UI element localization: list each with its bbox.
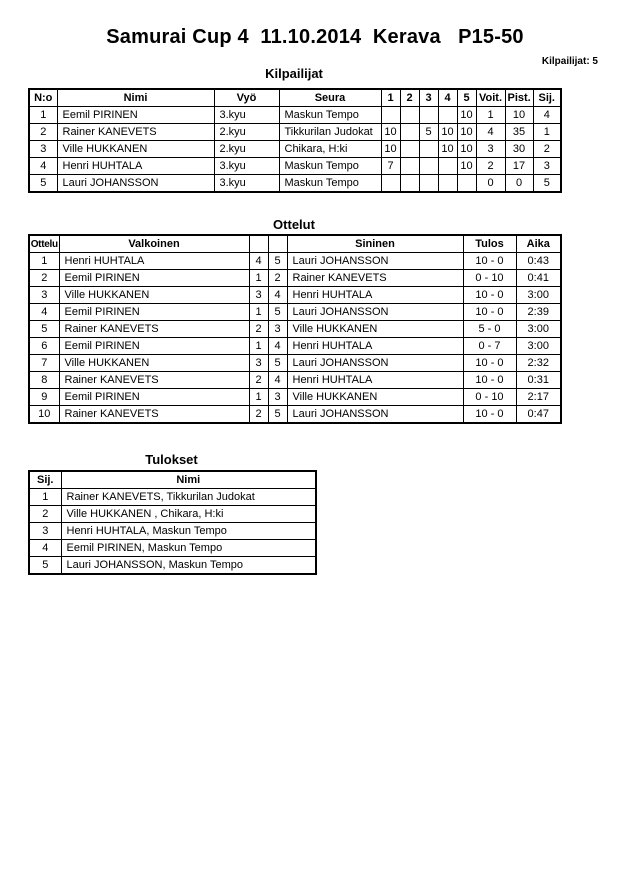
kilpailijat-row [29,141,561,158]
header-tulos: Tulos [463,235,516,253]
cell-white-no: 3 [249,287,268,304]
cell-name: Eemil PIRINEN, Maskun Tempo [61,540,316,557]
cell-match-no: 1 [29,253,59,270]
cell-white-name: Rainer KANEVETS [59,406,249,424]
cell-score-1: 10 [381,124,400,141]
cell-result: 10 - 0 [463,287,516,304]
header-aika: Aika [516,235,561,253]
header-opp-5: 5 [457,89,476,107]
cell-score-5: 10 [457,124,476,141]
cell-place: 5 [29,557,61,575]
cell-white-name: Henri HUHTALA [59,253,249,270]
cell-vyo: 3.kyu [214,158,279,175]
cell-white-no: 1 [249,389,268,406]
header-sij: Sij. [533,89,561,107]
ottelut-row [29,321,561,338]
cell-white-no: 1 [249,270,268,287]
header-opp-4: 4 [438,89,457,107]
cell-blue-no: 5 [268,253,287,270]
cell-pist: 30 [505,141,533,158]
cell-score-2 [400,158,419,175]
cell-voit: 4 [476,124,505,141]
cell-sij: 5 [533,175,561,193]
cell-score-5: 10 [457,158,476,175]
cell-white-no: 1 [249,304,268,321]
cell-time: 2:17 [516,389,561,406]
cell-time: 0:31 [516,372,561,389]
cell-nimi: Lauri JOHANSSON [57,175,214,193]
kilpailijat-table [28,88,562,193]
cell-white-no: 1 [249,338,268,355]
cell-score-4: 10 [438,141,457,158]
cell-time: 3:00 [516,321,561,338]
cell-blue-no: 3 [268,389,287,406]
tulokset-row [29,557,316,575]
header-pist: Pist. [505,89,533,107]
cell-place: 1 [29,489,61,506]
cell-blue-name: Lauri JOHANSSON [287,304,463,321]
cell-sij: 4 [533,107,561,124]
cell-time: 3:00 [516,338,561,355]
cell-score-5 [457,175,476,193]
kilpailijat-header-row [29,89,561,107]
header-opp-3: 3 [419,89,438,107]
cell-score-1 [381,107,400,124]
tulokset-row [29,506,316,523]
header-opp-1: 1 [381,89,400,107]
cell-blue-no: 5 [268,355,287,372]
tulokset-row [29,523,316,540]
cell-seura: Maskun Tempo [279,107,381,124]
cell-score-5: 10 [457,107,476,124]
cell-time: 0:41 [516,270,561,287]
cell-place: 3 [29,523,61,540]
cell-blue-name: Henri HUHTALA [287,338,463,355]
cell-blue-no: 4 [268,338,287,355]
cell-pist: 10 [505,107,533,124]
cell-time: 0:47 [516,406,561,424]
cell-result: 5 - 0 [463,321,516,338]
cell-time: 2:39 [516,304,561,321]
cell-name: Lauri JOHANSSON, Maskun Tempo [61,557,316,575]
ottelut-row [29,270,561,287]
cell-score-2 [400,141,419,158]
cell-no: 4 [29,158,57,175]
cell-score-4: 10 [438,124,457,141]
cell-result: 10 - 0 [463,406,516,424]
cell-seura: Maskun Tempo [279,175,381,193]
header-sininen: Sininen [287,235,463,253]
cell-result: 10 - 0 [463,304,516,321]
header-valkoinen: Valkoinen [59,235,249,253]
tulokset-table [28,470,317,575]
cell-blue-no: 4 [268,287,287,304]
cell-name: Ville HUKKANEN , Chikara, H:ki [61,506,316,523]
cell-pist: 35 [505,124,533,141]
cell-pist: 17 [505,158,533,175]
cell-blue-no: 4 [268,372,287,389]
ottelut-row [29,304,561,321]
cell-score-1: 7 [381,158,400,175]
cell-seura: Chikara, H:ki [279,141,381,158]
cell-vyo: 2.kyu [214,124,279,141]
cell-voit: 1 [476,107,505,124]
cell-score-3 [419,158,438,175]
cell-vyo: 3.kyu [214,175,279,193]
header-ottelu: Ottelu [29,235,59,253]
cell-nimi: Ville HUKKANEN [57,141,214,158]
cell-result: 10 - 0 [463,355,516,372]
cell-voit: 0 [476,175,505,193]
cell-vyo: 2.kyu [214,141,279,158]
cell-blue-name: Henri HUHTALA [287,287,463,304]
cell-white-no: 3 [249,355,268,372]
competitors-count: Kilpailijat: 5 [541,56,598,67]
cell-voit: 2 [476,158,505,175]
cell-blue-name: Ville HUKKANEN [287,321,463,338]
cell-time: 3:00 [516,287,561,304]
cell-place: 2 [29,506,61,523]
header-voit: Voit. [476,89,505,107]
cell-no: 3 [29,141,57,158]
ottelut-row [29,389,561,406]
cell-nimi: Henri HUHTALA [57,158,214,175]
cell-blue-name: Ville HUKKANEN [287,389,463,406]
cell-score-3 [419,175,438,193]
cell-match-no: 8 [29,372,59,389]
cell-match-no: 9 [29,389,59,406]
cell-score-4 [438,107,457,124]
header-nimi: Nimi [61,471,316,489]
cell-score-2 [400,124,419,141]
cell-white-name: Ville HUKKANEN [59,287,249,304]
cell-score-4 [438,158,457,175]
kilpailijat-row [29,124,561,141]
cell-blue-name: Lauri JOHANSSON [287,406,463,424]
cell-name: Henri HUHTALA, Maskun Tempo [61,523,316,540]
cell-score-1: 10 [381,141,400,158]
cell-white-no: 2 [249,321,268,338]
cell-time: 2:32 [516,355,561,372]
cell-seura: Maskun Tempo [279,158,381,175]
header-no: N:o [29,89,57,107]
cell-result: 10 - 0 [463,253,516,270]
tulokset-row [29,489,316,506]
cell-result: 0 - 7 [463,338,516,355]
ottelut-row [29,372,561,389]
ottelut-heading: Ottelut [273,217,315,232]
ottelut-row [29,253,561,270]
cell-white-no: 4 [249,253,268,270]
header-sij: Sij. [29,471,61,489]
ottelut-row [29,287,561,304]
kilpailijat-row [29,107,561,124]
cell-match-no: 3 [29,287,59,304]
cell-vyo: 3.kyu [214,107,279,124]
cell-score-1 [381,175,400,193]
kilpailijat-row [29,158,561,175]
cell-no: 5 [29,175,57,193]
cell-sij: 2 [533,141,561,158]
cell-score-3 [419,141,438,158]
tulokset-header-row [29,471,316,489]
cell-match-no: 6 [29,338,59,355]
cell-white-no: 2 [249,406,268,424]
cell-match-no: 5 [29,321,59,338]
cell-score-4 [438,175,457,193]
cell-sij: 3 [533,158,561,175]
cell-result: 10 - 0 [463,372,516,389]
cell-white-name: Rainer KANEVETS [59,321,249,338]
cell-pist: 0 [505,175,533,193]
cell-nimi: Rainer KANEVETS [57,124,214,141]
cell-blue-no: 5 [268,304,287,321]
cell-match-no: 7 [29,355,59,372]
cell-white-name: Eemil PIRINEN [59,389,249,406]
cell-match-no: 2 [29,270,59,287]
cell-score-3 [419,107,438,124]
cell-voit: 3 [476,141,505,158]
header-nimi: Nimi [57,89,214,107]
cell-result: 0 - 10 [463,389,516,406]
header-opp-2: 2 [400,89,419,107]
cell-blue-no: 5 [268,406,287,424]
cell-place: 4 [29,540,61,557]
cell-score-5: 10 [457,141,476,158]
header-white-no [249,235,268,253]
cell-score-2 [400,175,419,193]
cell-match-no: 4 [29,304,59,321]
cell-seura: Tikkurilan Judokat [279,124,381,141]
cell-white-no: 2 [249,372,268,389]
cell-blue-name: Henri HUHTALA [287,372,463,389]
cell-sij: 1 [533,124,561,141]
cell-blue-name: Rainer KANEVETS [287,270,463,287]
ottelut-header-row [29,235,561,253]
cell-no: 1 [29,107,57,124]
cell-blue-name: Lauri JOHANSSON [287,253,463,270]
cell-white-name: Rainer KANEVETS [59,372,249,389]
cell-name: Rainer KANEVETS, Tikkurilan Judokat [61,489,316,506]
kilpailijat-heading: Kilpailijat [265,66,323,81]
cell-match-no: 10 [29,406,59,424]
header-vyo: Vyö [214,89,279,107]
cell-blue-no: 3 [268,321,287,338]
cell-score-3: 5 [419,124,438,141]
ottelut-row [29,338,561,355]
cell-white-name: Eemil PIRINEN [59,338,249,355]
kilpailijat-row [29,175,561,193]
tulokset-heading: Tulokset [145,452,198,467]
cell-score-2 [400,107,419,124]
tulokset-row [29,540,316,557]
cell-white-name: Eemil PIRINEN [59,304,249,321]
ottelut-table [28,234,562,424]
cell-blue-no: 2 [268,270,287,287]
cell-result: 0 - 10 [463,270,516,287]
page-title: Samurai Cup 4 11.10.2014 Kerava P15-50 [106,26,524,48]
ottelut-row [29,406,561,424]
header-seura: Seura [279,89,381,107]
cell-no: 2 [29,124,57,141]
header-blue-no [268,235,287,253]
cell-white-name: Ville HUKKANEN [59,355,249,372]
cell-nimi: Eemil PIRINEN [57,107,214,124]
cell-blue-name: Lauri JOHANSSON [287,355,463,372]
ottelut-row [29,355,561,372]
cell-white-name: Eemil PIRINEN [59,270,249,287]
cell-time: 0:43 [516,253,561,270]
